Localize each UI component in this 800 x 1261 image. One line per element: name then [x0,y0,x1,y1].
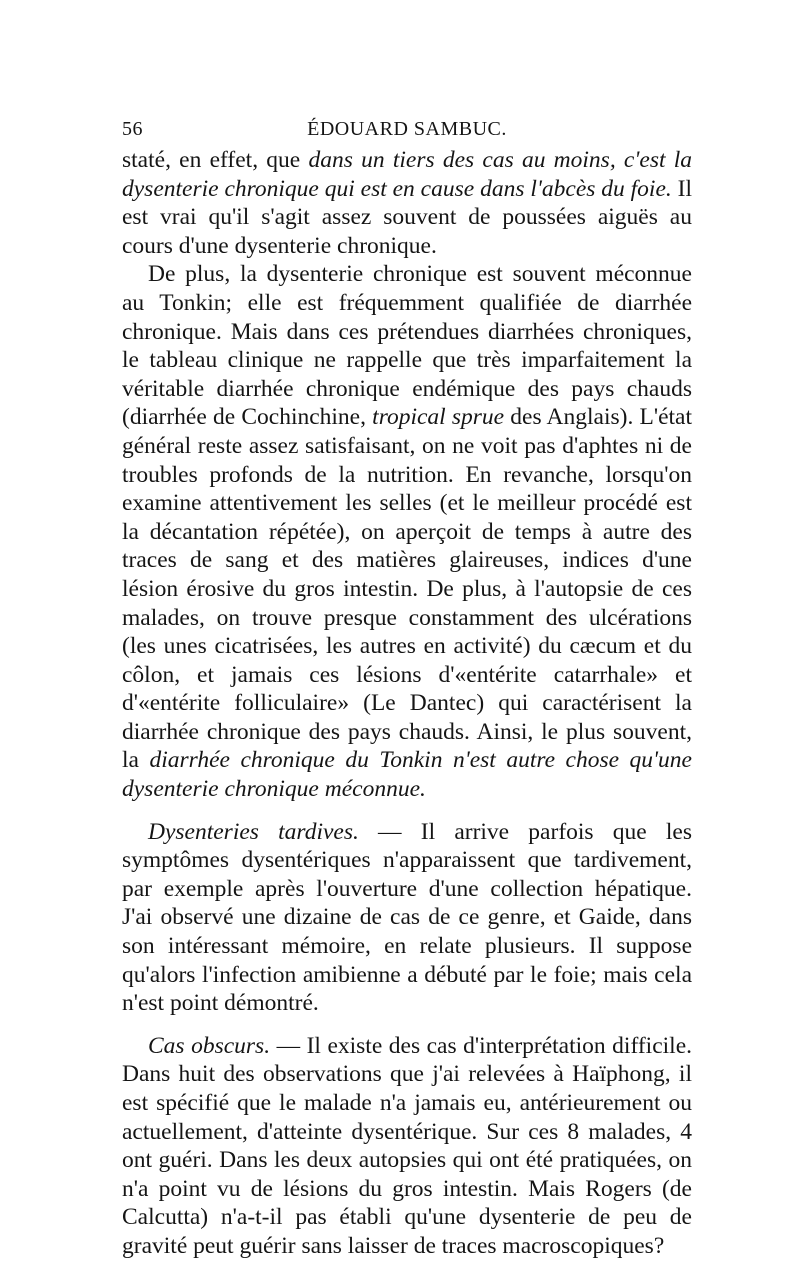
text-run: Il est vrai qu'il s'agit assez souvent de poussées aiguës au cours d'une dysenterie chronique. [122,175,692,259]
running-head [122,118,692,148]
section-heading-cas-obscurs: Cas obscurs. [148,1032,271,1059]
body-text [122,146,692,1261]
paragraph-3 [122,818,692,1018]
text-run: De plus, la dysenterie chronique est souvent méconnue au Tonkin; elle est fréquemment qualifiée de diarrhée chronique. Mais dans ces prétendues diarrhées chroniques, le tableau clinique ne rappelle que très imparfaitement la véritable diarrhée chronique endémique des pays chauds (diarrhée de Cochinchine, [122,261,692,431]
paragraph-2 [122,260,692,803]
paragraph-4 [122,1032,692,1261]
running-title: ÉDOUARD SAMBUC. [307,118,507,140]
section-heading-dysenteries-tardives: Dysenteries tardives. [148,818,359,845]
text-run: — Il existe des cas d'interprétation difficile. Dans huit des observations que j'ai relevées à Haïphong, il est spécifié que le malade n'a jamais eu, antérieurement ou actuellement, d'atteinte dysentérique. Sur ces 8 malades, 4 ont guéri. Dans les deux autopsies qui ont été pratiquées, on n'a point vu de lésions du gros intestin. Mais Rogers (de Calcutta) n'a-t-il pas établi qu'une dysenterie de peu de gravité peut guérir sans laisser de traces macroscopiques? [122,1032,693,1259]
italic-run: dans un tiers des cas au moins, c'est la dysenterie chronique qui est en cause dans l'abcès du foie. [122,147,692,202]
text-run: staté, en effet, que [122,147,309,173]
text-run: des Anglais). L'état général reste assez satisfaisant, on ne voit pas d'aphtes ni de troubles profonds de la nutrition. En revanche, lorsqu'on examine attentivement les selles (et le meilleur procédé est la décantation répétée), on aperçoit de temps à autre des traces de sang et des matières glaireuses, indices d'une lésion érosive du gros intestin. De plus, à l'autopsie de ces malades, on trouve presque constamment des ulcérations (les unes cicatrisées, les autres en activité) du cæcum et du côlon, et jamais ces lésions d'«entérite catarrhale» et d'«entérite folliculaire» (Le Dantec) qui caractérisent la diarrhée chronique des pays chauds. Ainsi, le plus souvent, la [122,404,693,774]
italic-run: diarrhée chronique du Tonkin n'est autre chose qu'une dysenterie chronique méconnue. [122,747,692,803]
text-run: — Il arrive parfois que les symptômes dysentériques n'apparaissent que tardivement, par exemple après l'ouverture d'une collection hépatique. J'ai observé une dizaine de cas de ce genre, et Gaide, dans son intéressant mémoire, en relate plusieurs. Il suppose qu'alors l'infection amibienne a débuté par le foie; mais cela n'est point démontré. [122,818,693,1017]
page-number: 56 [122,118,143,140]
paragraph-1 [122,146,692,260]
italic-run: tropical sprue [372,404,505,431]
